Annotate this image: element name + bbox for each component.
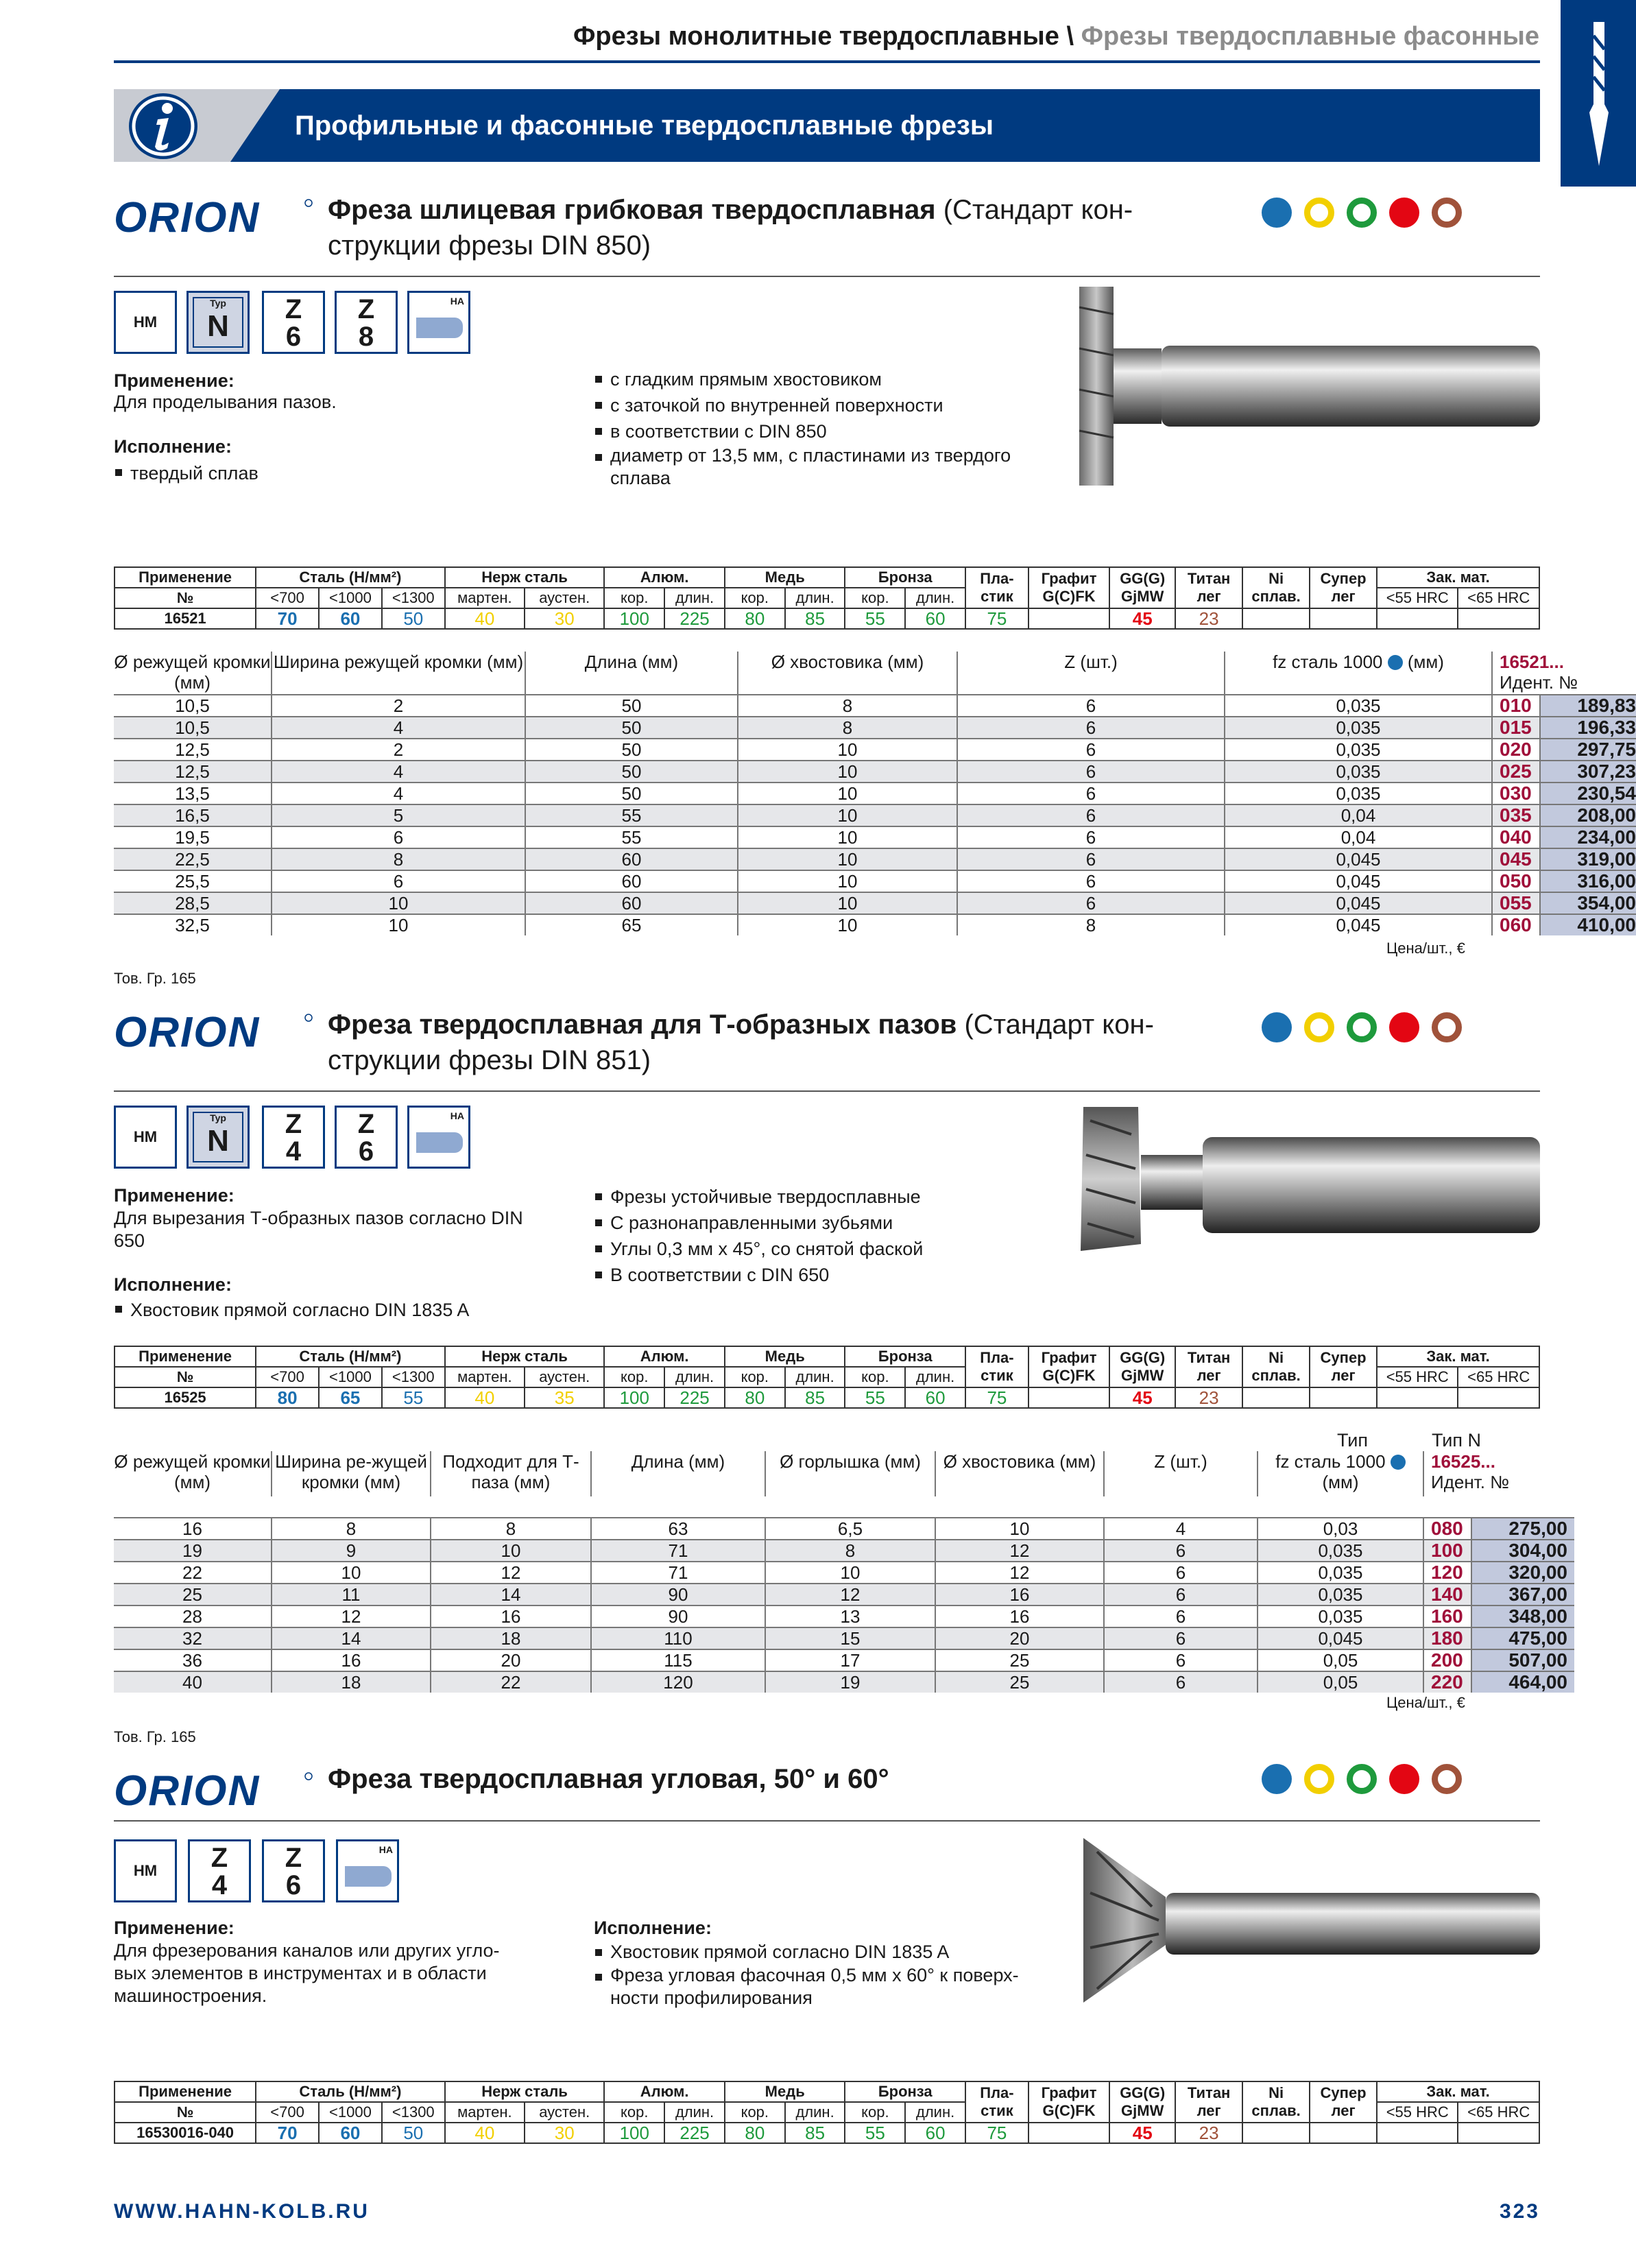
table-row <box>114 1584 1574 1605</box>
table-cell: 9 <box>272 1540 431 1562</box>
table-row <box>114 1627 1574 1649</box>
dot-brown <box>1432 1012 1462 1042</box>
table-cell: 6 <box>1104 1584 1258 1605</box>
dot-red <box>1389 1764 1419 1794</box>
table-cell: 120 <box>591 1671 765 1693</box>
section1-title-bold: Фреза шлицевая грибковая твердосплавная <box>328 195 936 225</box>
list-item: С разнонаправленными зубьями <box>594 1210 1033 1236</box>
badge-typ: Typ N <box>187 1106 250 1169</box>
table-cell: 6 <box>957 804 1225 826</box>
table-cell: 71 <box>591 1562 765 1584</box>
table-cell: 32 <box>114 1627 272 1649</box>
section3-exec-list <box>594 1939 1060 2009</box>
table-row <box>114 848 1636 870</box>
table-cell: 40 <box>114 1671 272 1693</box>
table-cell: 60 <box>525 848 738 870</box>
table-cell: 10 <box>272 1562 431 1584</box>
section1-title <box>328 192 1164 263</box>
section1-app-label: Применение: <box>114 370 234 391</box>
table-cell: 8 <box>765 1540 935 1562</box>
table-cell: 115 <box>591 1649 765 1671</box>
section3-app-label: Применение: <box>114 1918 234 1938</box>
table-cell: 10 <box>272 892 525 914</box>
table-cell: 14 <box>431 1584 591 1605</box>
price-cell: 234,00 <box>1540 826 1636 848</box>
badge-z4: Z 4 <box>188 1839 251 1902</box>
table-cell: 10 <box>738 892 957 914</box>
section1-rule <box>114 276 1540 277</box>
list-item: с гладким прямым хвостовиком <box>594 366 1033 392</box>
table-cell: 0,045 <box>1225 892 1492 914</box>
section1-exec-label: Исполнение: <box>114 436 232 457</box>
badge-ha-shank: HA <box>407 291 470 354</box>
orion-logo <box>114 196 313 237</box>
table-cell: 16 <box>935 1584 1104 1605</box>
table-cell: 10 <box>738 761 957 783</box>
table-cell: 6 <box>957 783 1225 804</box>
section3-rule <box>114 1820 1540 1822</box>
dot-brown <box>1432 1764 1462 1794</box>
table-cell: 10 <box>738 739 957 761</box>
table-cell: 10 <box>738 848 957 870</box>
table-row <box>114 717 1636 739</box>
price-cell: 208,00 <box>1540 804 1636 826</box>
table-cell: 10 <box>272 914 525 935</box>
price-cell: 354,00 <box>1540 892 1636 914</box>
dot-green <box>1347 198 1377 228</box>
table-cell: 19,5 <box>114 826 272 848</box>
section2-app-text: Для вырезания Т-образных пазов согласно DIN 650 <box>114 1208 523 1251</box>
svg-text:ORION: ORION <box>114 1769 261 1811</box>
table-cell: 0,045 <box>1225 914 1492 935</box>
table-cell: 0,045 <box>1225 848 1492 870</box>
section2-group: Тов. Гр. 165 <box>114 1728 196 1745</box>
info-icon <box>128 92 199 160</box>
material-dots <box>1262 198 1462 228</box>
table-cell: 8 <box>957 914 1225 935</box>
table-cell: 0,04 <box>1225 804 1492 826</box>
table-cell: 19 <box>114 1540 272 1562</box>
table-row <box>114 739 1636 761</box>
table-cell: 6 <box>272 870 525 892</box>
dot-blue-icon <box>1391 1455 1406 1470</box>
orion-logo <box>114 1011 313 1052</box>
table-cell: 16 <box>935 1605 1104 1627</box>
list-item: Хвостовик прямой согласно DIN 1835 A <box>114 1296 580 1324</box>
section2-exec-label: Исполнение: <box>114 1274 232 1295</box>
section1-group: Тов. Гр. 165 <box>114 970 196 987</box>
banner-title: Профильные и фасонные твердосплавные фрезы <box>295 110 994 141</box>
table-cell: 90 <box>591 1584 765 1605</box>
price-cell: 410,00 <box>1540 914 1636 935</box>
table-row <box>114 1562 1574 1584</box>
ident-code: 030 <box>1492 783 1540 804</box>
table-cell: 10 <box>738 804 957 826</box>
section2-tip-label: Тип <box>1337 1430 1369 1451</box>
table-cell: 13 <box>765 1605 935 1627</box>
price-cell: 464,00 <box>1471 1671 1574 1693</box>
ident-code: 020 <box>1492 739 1540 761</box>
price-cell: 230,54 <box>1540 783 1636 804</box>
price-cell: 275,00 <box>1471 1518 1574 1540</box>
table-cell: 65 <box>525 914 738 935</box>
material-dots <box>1262 1764 1462 1794</box>
table-row <box>114 870 1636 892</box>
ident-code: 100 <box>1423 1540 1471 1562</box>
table-cell: 20 <box>935 1627 1104 1649</box>
list-item: диаметр от 13,5 мм, с пластинами из твердого сплава <box>594 444 1033 490</box>
list-item: Углы 0,3 мм х 45°, со снятой фаской <box>594 1236 1033 1262</box>
section2-title <box>328 1007 1164 1078</box>
ident-code: 055 <box>1492 892 1540 914</box>
table-cell: 4 <box>272 783 525 804</box>
list-item: Хвостовик прямой согласно DIN 1835 A <box>594 1939 1060 1964</box>
table-cell: 14 <box>272 1627 431 1649</box>
badge-hm: HM <box>114 1106 177 1169</box>
table-cell: 50 <box>525 695 738 717</box>
table-cell: 22,5 <box>114 848 272 870</box>
dot-yellow <box>1304 198 1334 228</box>
table-cell: 0,035 <box>1225 695 1492 717</box>
table-cell: 28,5 <box>114 892 272 914</box>
table-cell: 60 <box>525 892 738 914</box>
footer-url[interactable]: WWW.HAHN-KOLB.RU <box>114 2200 370 2223</box>
badge-z6: Z 6 <box>262 1839 325 1902</box>
dot-yellow <box>1304 1764 1334 1794</box>
table-cell: 0,035 <box>1258 1605 1423 1627</box>
ident-code: 060 <box>1492 914 1540 935</box>
dot-red <box>1389 198 1419 228</box>
side-category-tab <box>1561 0 1636 187</box>
section3-exec-label: Исполнение: <box>594 1918 712 1938</box>
dot-yellow <box>1304 1012 1334 1042</box>
dot-red <box>1389 1012 1419 1042</box>
table-cell: 6 <box>957 826 1225 848</box>
table-cell: 0,05 <box>1258 1671 1423 1693</box>
table-cell: 15 <box>765 1627 935 1649</box>
drill-icon <box>1584 22 1614 166</box>
table-cell: 71 <box>591 1540 765 1562</box>
badge-ha-shank: HA <box>336 1839 399 1902</box>
table-cell: 25 <box>114 1584 272 1605</box>
table-row <box>114 804 1636 826</box>
table-cell: 12,5 <box>114 739 272 761</box>
table-cell: 6 <box>1104 1649 1258 1671</box>
table-cell: 0,04 <box>1225 826 1492 848</box>
shank-icon <box>416 1132 463 1153</box>
table-cell: 5 <box>272 804 525 826</box>
table-cell: 28 <box>114 1605 272 1627</box>
table-cell: 4 <box>1104 1518 1258 1540</box>
section3-material-table: Применение Сталь (Н/мм²) Нерж сталь Алюм. Медь Бронза Пла-стик Графит G(C)FK GG(G) GjMW Титан лег Ni сплав. Супер лег Зак. мат. № <700 <1000 <1300 мартен. аустен. кор. длин. кор. длин. кор. длин. <55 HRC <65 HRC 16530016-040 70 60 50 40 30 100 225 80 85 55 60 75 45 23 <box>114 2081 1540 2144</box>
section3-title-bold: Фреза твердосплавная угловая, 50° и 60° <box>328 1764 889 1794</box>
table-cell: 2 <box>272 739 525 761</box>
price-cell: 189,83 <box>1540 695 1636 717</box>
table-cell: 18 <box>272 1671 431 1693</box>
table-row <box>114 1605 1574 1627</box>
price-cell: 475,00 <box>1471 1627 1574 1649</box>
shank-icon <box>345 1866 392 1887</box>
table-cell: 6 <box>1104 1605 1258 1627</box>
ident-code: 160 <box>1423 1605 1471 1627</box>
table-row <box>114 783 1636 804</box>
material-dots <box>1262 1012 1462 1042</box>
dot-blue-icon <box>1388 655 1403 670</box>
price-cell: 320,00 <box>1471 1562 1574 1584</box>
table-cell: 2 <box>272 695 525 717</box>
price-cell: 507,00 <box>1471 1649 1574 1671</box>
table-cell: 16 <box>431 1605 591 1627</box>
badge-typ: Typ N <box>187 291 250 354</box>
badge-z6: Z 6 <box>335 1106 398 1169</box>
svg-text:ORION: ORION <box>114 1011 261 1052</box>
section3-app-text: Для фрезерования каналов или других угло-вых элементов в инструментах и в области машиностроения. <box>114 1940 500 2006</box>
table-cell: 0,035 <box>1258 1540 1423 1562</box>
section2-material-table: Применение Сталь (Н/мм²) Нерж сталь Алюм. Медь Бронза Пла-стик Графит G(C)FK GG(G) GjMW Титан лег Ni сплав. Супер лег Зак. мат. № <700 <1000 <1300 мартен. аустен. кор. длин. кор. длин. кор. длин. <55 HRC <65 HRC 16525 80 65 55 40 35 100 225 80 85 55 60 75 45 23 <box>114 1346 1540 1409</box>
table-cell: 10,5 <box>114 717 272 739</box>
table-cell: 12 <box>935 1540 1104 1562</box>
section2-title-bold: Фреза твердосплавная для Т-образных пазов <box>328 1010 957 1040</box>
section3-title <box>328 1761 1164 1797</box>
table-cell: 6 <box>957 848 1225 870</box>
section1-price-note: Цена/шт., € <box>1386 940 1465 957</box>
ident-code: 200 <box>1423 1649 1471 1671</box>
table-cell: 50 <box>525 717 738 739</box>
dot-green <box>1347 1764 1377 1794</box>
table-row <box>114 1540 1574 1562</box>
table-cell: 25 <box>935 1649 1104 1671</box>
table-row <box>114 892 1636 914</box>
table-row <box>114 695 1636 717</box>
section2-price-note: Цена/шт., € <box>1386 1694 1465 1711</box>
badge-ha-shank: HA <box>407 1106 470 1169</box>
list-item: с заточкой по внутренней поверхности <box>594 392 1033 418</box>
table-cell: 90 <box>591 1605 765 1627</box>
ident-code: 010 <box>1492 695 1540 717</box>
badge-hm: HM <box>114 1839 177 1902</box>
table-cell: 36 <box>114 1649 272 1671</box>
table-cell: 0,035 <box>1258 1584 1423 1605</box>
section1-material-table: Применение Сталь (Н/мм²) Нерж сталь Алюм. Медь Бронза Пла-стик Графит G(C)FK GG(G) GjMW Титан лег Ni сплав. Супер лег Зак. мат. № <700 <1000 <1300 мартен. аустен. кор. длин. кор. длин. кор. длин. <55 HRC <65 HRC 16521 70 60 50 40 30 100 225 80 85 55 60 75 45 23 <box>114 566 1540 630</box>
section1-title-rest: (Стандарт кон-струкции фрезы DIN 850) <box>328 195 1133 261</box>
ident-code: 180 <box>1423 1627 1471 1649</box>
section1-exec-list <box>114 459 539 487</box>
dot-blue <box>1262 1012 1292 1042</box>
angle-cutter-image <box>1076 1838 1540 2003</box>
list-item: твердый сплав <box>114 459 539 487</box>
ident-code: 220 <box>1423 1671 1471 1693</box>
table-cell: 50 <box>525 783 738 804</box>
table-cell: 0,045 <box>1258 1627 1423 1649</box>
table-cell: 10 <box>935 1518 1104 1540</box>
table-cell: 6 <box>1104 1540 1258 1562</box>
table-cell: 0,035 <box>1258 1562 1423 1584</box>
table-cell: 63 <box>591 1518 765 1540</box>
section1-rows <box>114 694 1636 935</box>
table-cell: 10 <box>738 870 957 892</box>
table-cell: 10 <box>738 826 957 848</box>
table-cell: 18 <box>431 1627 591 1649</box>
ident-code: 140 <box>1423 1584 1471 1605</box>
header-separator: \ <box>1066 22 1074 51</box>
section2-rows <box>114 1517 1574 1693</box>
table-cell: 6 <box>957 695 1225 717</box>
section2-tip-value: Тип N <box>1432 1430 1482 1451</box>
table-cell: 8 <box>431 1518 591 1540</box>
page-number: 323 <box>1499 2200 1540 2223</box>
table-cell: 22 <box>114 1562 272 1584</box>
t-slot-cutter-image <box>1076 1107 1540 1251</box>
ident-code: 040 <box>1492 826 1540 848</box>
table-cell: 110 <box>591 1627 765 1649</box>
table-cell: 12 <box>431 1562 591 1584</box>
ident-code: 015 <box>1492 717 1540 739</box>
header-main: Фрезы монолитные твердосплавные <box>573 22 1059 51</box>
table-cell: 8 <box>738 695 957 717</box>
dot-blue <box>1262 1764 1292 1794</box>
table-cell: 20 <box>431 1649 591 1671</box>
table-cell: 50 <box>525 739 738 761</box>
price-cell: 304,00 <box>1471 1540 1574 1562</box>
price-cell: 319,00 <box>1540 848 1636 870</box>
table-cell: 0,035 <box>1225 783 1492 804</box>
table-cell: 16,5 <box>114 804 272 826</box>
table-cell: 10,5 <box>114 695 272 717</box>
ident-code: 045 <box>1492 848 1540 870</box>
slot-cutter-image <box>1076 287 1540 486</box>
table-cell: 17 <box>765 1649 935 1671</box>
price-cell: 297,75 <box>1540 739 1636 761</box>
table-cell: 8 <box>272 1518 431 1540</box>
table-cell: 4 <box>272 717 525 739</box>
list-item: в соответствии с DIN 850 <box>594 418 1033 444</box>
table-cell: 12,5 <box>114 761 272 783</box>
header-rule <box>114 60 1540 63</box>
table-cell: 60 <box>525 870 738 892</box>
price-cell: 367,00 <box>1471 1584 1574 1605</box>
ident-code: 120 <box>1423 1562 1471 1584</box>
table-cell: 6 <box>957 892 1225 914</box>
price-cell: 348,00 <box>1471 1605 1574 1627</box>
table-cell: 6 <box>957 739 1225 761</box>
section2-exec-list <box>114 1296 580 1324</box>
dot-green <box>1347 1012 1377 1042</box>
table-cell: 55 <box>525 826 738 848</box>
price-cell: 196,33 <box>1540 717 1636 739</box>
ident-code: 025 <box>1492 761 1540 783</box>
page-header-title <box>384 19 1539 53</box>
table-cell: 8 <box>272 848 525 870</box>
header-sub: Фрезы твердосплавные фасонные <box>1081 22 1539 51</box>
section2-product-table: Ø режущей кромки (мм) Ширина ре-жущей кромки (мм) Подходит для Т-паза (мм) Длина (мм) Ø горлышка (мм) Ø хвостовика (мм) Z (шт.) fz сталь 1000 (мм) 16525... Идент. № <box>114 1451 1574 1496</box>
table-cell: 22 <box>431 1671 591 1693</box>
section2-features <box>594 1184 1033 1288</box>
dot-brown <box>1432 198 1462 228</box>
table-cell: 10 <box>738 914 957 935</box>
table-row <box>114 914 1636 935</box>
table-cell: 0,035 <box>1225 739 1492 761</box>
shank-icon <box>416 318 463 338</box>
table-cell: 32,5 <box>114 914 272 935</box>
table-cell: 16 <box>114 1518 272 1540</box>
table-row <box>114 761 1636 783</box>
list-item: Фреза угловая фасочная 0,5 мм х 60° к поверх-ности профилирования <box>594 1964 1060 2009</box>
table-cell: 0,03 <box>1258 1518 1423 1540</box>
table-cell: 0,05 <box>1258 1649 1423 1671</box>
table-cell: 13,5 <box>114 783 272 804</box>
table-cell: 0,035 <box>1225 717 1492 739</box>
table-row <box>114 1671 1574 1693</box>
price-cell: 316,00 <box>1540 870 1636 892</box>
table-cell: 6 <box>1104 1627 1258 1649</box>
badge-z4: Z 4 <box>262 1106 325 1169</box>
section1-features <box>594 366 1033 490</box>
table-cell: 8 <box>738 717 957 739</box>
list-item: Фрезы устойчивые твердосплавные <box>594 1184 1033 1210</box>
ident-code: 050 <box>1492 870 1540 892</box>
table-cell: 16 <box>272 1649 431 1671</box>
table-cell: 6 <box>957 761 1225 783</box>
table-cell: 11 <box>272 1584 431 1605</box>
table-cell: 6 <box>1104 1671 1258 1693</box>
price-cell: 307,23 <box>1540 761 1636 783</box>
table-cell: 12 <box>765 1584 935 1605</box>
badge-z6: Z 6 <box>262 291 325 354</box>
table-cell: 25,5 <box>114 870 272 892</box>
table-cell: 12 <box>272 1605 431 1627</box>
section1-product-table: Ø режущей кромки (мм) Ширина режущей кромки (мм) Длина (мм) Ø хвостовика (мм) Z (шт.) fz сталь 1000 (мм) 16521... Идент. № <box>114 652 1620 697</box>
dot-blue <box>1262 198 1292 228</box>
table-cell: 6 <box>957 717 1225 739</box>
section2-app-label: Применение: <box>114 1185 234 1206</box>
table-cell: 25 <box>935 1671 1104 1693</box>
table-row <box>114 826 1636 848</box>
table-cell: 10 <box>765 1562 935 1584</box>
svg-text:ORION: ORION <box>114 196 261 237</box>
table-cell: 6 <box>957 870 1225 892</box>
table-row <box>114 1518 1574 1540</box>
table-cell: 50 <box>525 761 738 783</box>
table-cell: 10 <box>431 1540 591 1562</box>
section2-title-rest: (Стандарт кон-струкции фрезы DIN 851) <box>328 1010 1154 1075</box>
list-item: В соответствии с DIN 650 <box>594 1262 1033 1288</box>
table-cell: 55 <box>525 804 738 826</box>
table-cell: 19 <box>765 1671 935 1693</box>
table-cell: 6 <box>272 826 525 848</box>
badge-hm: HM <box>114 291 177 354</box>
table-cell: 6,5 <box>765 1518 935 1540</box>
badge-z8: Z 8 <box>335 291 398 354</box>
ident-code: 035 <box>1492 804 1540 826</box>
table-cell: 4 <box>272 761 525 783</box>
table-cell: 10 <box>738 783 957 804</box>
table-cell: 12 <box>935 1562 1104 1584</box>
table-cell: 6 <box>1104 1562 1258 1584</box>
orion-logo <box>114 1769 313 1811</box>
section2-rule <box>114 1090 1540 1092</box>
ident-code: 080 <box>1423 1518 1471 1540</box>
table-cell: 0,035 <box>1225 761 1492 783</box>
section1-app-text: Для проделывания пазов. <box>114 392 337 412</box>
table-cell: 0,045 <box>1225 870 1492 892</box>
table-row <box>114 1649 1574 1671</box>
